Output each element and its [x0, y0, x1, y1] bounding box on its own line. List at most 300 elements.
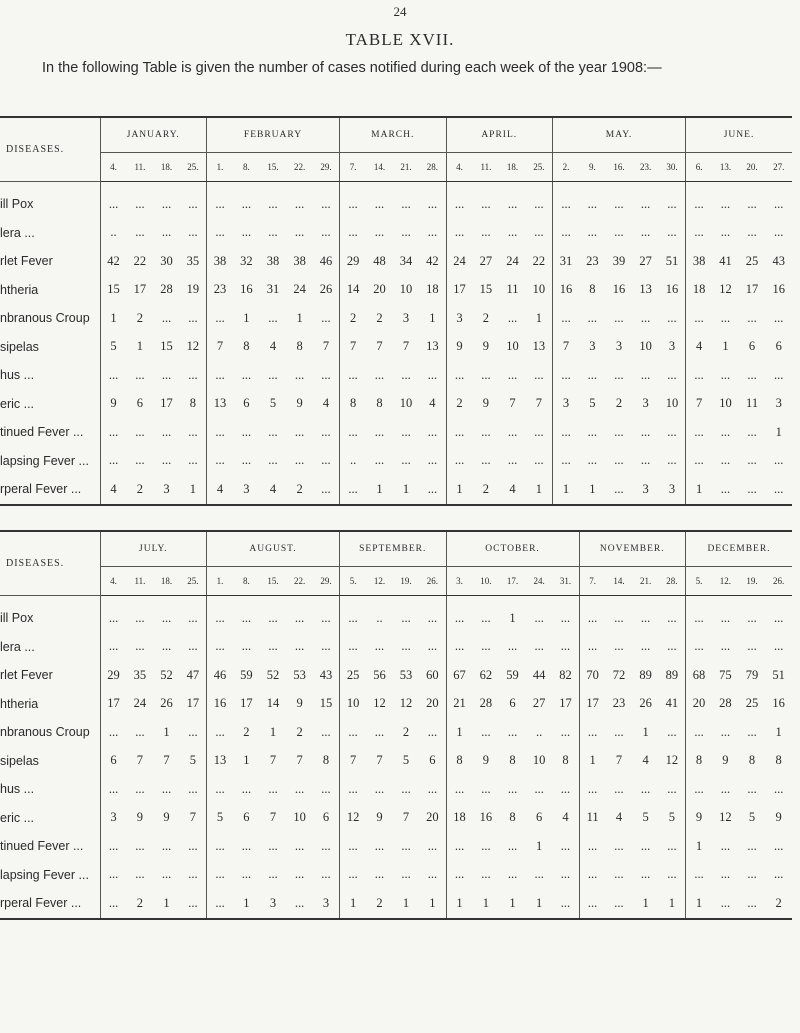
week-header: 11.: [473, 153, 500, 182]
cell-value: ...: [427, 639, 438, 654]
cell-value: ...: [667, 196, 677, 211]
week-header: 19.: [739, 567, 766, 596]
cell-value: 7: [163, 753, 170, 768]
intro-text: In the following Table is given the number of cases notified during each week of the year 1908:—: [42, 60, 662, 76]
cell-value: ...: [685, 718, 712, 747]
cell-value: 1: [536, 838, 543, 853]
cell-value: 2: [376, 895, 383, 910]
cell-value: ...: [374, 838, 385, 853]
cell-value: 17: [446, 276, 473, 305]
cell-value: ...: [161, 424, 172, 439]
cell-value: ...: [667, 367, 677, 382]
cell-value: ...: [747, 310, 757, 325]
cell-value: ...: [747, 196, 757, 211]
cell-value: ...: [340, 361, 367, 390]
cell-value: ...: [374, 367, 385, 382]
cell-value: 2: [296, 481, 303, 496]
cell-value: ...: [206, 182, 233, 219]
cell-value: ...: [560, 867, 571, 882]
cell-value: 6: [322, 810, 330, 825]
week-header: 5.: [685, 567, 712, 596]
cell-value: ...: [321, 838, 331, 853]
week-header: 2.: [552, 153, 579, 182]
table-january-june: [0, 116, 792, 506]
cell-value: ...: [481, 724, 491, 739]
cell-value: ...: [614, 895, 624, 910]
cell-value: ...: [100, 861, 127, 890]
cell-value: ...: [720, 895, 731, 910]
cell-value: ...: [294, 838, 305, 853]
cell-value: ...: [241, 838, 252, 853]
disease-name: sipelas: [0, 339, 39, 354]
cell-value: ...: [206, 361, 233, 390]
cell-value: ...: [100, 418, 127, 447]
cell-value: 5: [642, 810, 649, 825]
cell-value: 26: [639, 696, 652, 711]
cell-value: ...: [720, 424, 731, 439]
cell-value: ...: [747, 610, 757, 625]
cell-value: 8: [589, 282, 596, 297]
month-header: NOVEMBER.: [579, 531, 685, 567]
cell-value: ...: [446, 861, 473, 890]
cell-value: ...: [294, 367, 305, 382]
cell-value: ...: [206, 304, 233, 333]
disease-name: lapsing Fever ...: [0, 453, 89, 468]
cell-value: 13: [426, 339, 439, 354]
week-header: 28.: [419, 153, 446, 182]
cell-value: ...: [667, 838, 677, 853]
cell-value: 2: [136, 895, 144, 910]
cell-value: ...: [161, 639, 172, 654]
cell-value: ...: [100, 718, 127, 747]
cell-value: 9: [722, 753, 729, 768]
cell-value: 9: [100, 390, 127, 419]
cell-value: ...: [321, 310, 331, 325]
cell-value: ...: [427, 781, 438, 796]
cell-value: 8: [376, 396, 383, 411]
cell-value: 38: [293, 253, 306, 268]
week-header-row: [0, 567, 792, 596]
cell-value: 3: [446, 304, 473, 333]
cell-value: 12: [186, 339, 200, 354]
table-title: TABLE XVII.: [345, 30, 455, 49]
cell-value: ...: [667, 310, 677, 325]
cell-value: 1: [163, 724, 170, 739]
cell-value: ...: [427, 724, 438, 739]
cell-value: ...: [401, 610, 411, 625]
cell-value: 16: [665, 282, 679, 297]
cell-value: 1: [579, 747, 606, 776]
week-header: 14.: [366, 153, 393, 182]
cell-value: 79: [745, 667, 759, 682]
cell-value: ...: [206, 889, 233, 919]
cell-value: ...: [579, 596, 606, 633]
cell-value: ...: [340, 718, 367, 747]
cell-value: 9: [775, 810, 782, 825]
cell-value: 8: [509, 753, 516, 768]
cell-value: ...: [446, 596, 473, 633]
cell-value: ...: [268, 310, 278, 325]
cell-value: 8: [748, 753, 756, 768]
week-header: 18.: [499, 153, 526, 182]
cell-value: 8: [322, 753, 330, 768]
cell-value: 51: [665, 253, 679, 268]
cell-value: ...: [640, 310, 651, 325]
disease-name: lera ...: [0, 639, 35, 654]
cell-value: 34: [399, 253, 413, 268]
cell-value: ...: [686, 219, 713, 248]
cell-value: ...: [534, 367, 544, 382]
cell-value: ...: [446, 361, 473, 390]
cell-value: 8: [296, 339, 303, 354]
cell-value: ...: [161, 838, 172, 853]
cell-value: 1: [296, 310, 303, 325]
cell-value: ...: [241, 367, 252, 382]
cell-value: ...: [640, 867, 651, 882]
cell-value: ...: [667, 610, 677, 625]
week-header: 9.: [579, 153, 606, 182]
month-header-row: [0, 531, 792, 567]
table-row: [0, 418, 792, 447]
cell-value: ...: [268, 225, 278, 240]
cell-value: 1: [100, 304, 127, 333]
cell-value: 1: [243, 895, 250, 910]
cell-value: ...: [774, 310, 784, 325]
cell-value: 31: [266, 282, 280, 297]
cell-value: ...: [686, 361, 713, 390]
cell-value: 3: [269, 895, 277, 910]
cell-value: 5: [748, 810, 756, 825]
cell-value: 11: [506, 282, 519, 297]
cell-value: ...: [340, 475, 367, 505]
cell-value: ...: [241, 610, 252, 625]
cell-value: 1: [136, 339, 144, 354]
cell-value: ...: [446, 447, 473, 476]
cell-value: ...: [579, 775, 606, 804]
cell-value: 1: [243, 753, 250, 768]
week-header: 1.: [206, 153, 233, 182]
cell-value: 1: [686, 475, 713, 505]
table-row: [0, 804, 792, 833]
cell-value: 8: [340, 390, 367, 419]
cell-value: ...: [614, 481, 624, 496]
cell-value: ...: [294, 639, 305, 654]
cell-value: 10: [532, 753, 546, 768]
cell-value: 51: [772, 667, 785, 682]
cell-value: ...: [720, 453, 731, 468]
cell-value: 7: [340, 747, 367, 776]
cell-value: ...: [446, 182, 473, 219]
cell-value: 59: [240, 667, 253, 682]
table-row: [0, 390, 792, 419]
week-header: 29.: [313, 153, 340, 182]
cell-value: ...: [268, 781, 278, 796]
cell-value: ...: [100, 889, 127, 919]
cell-value: ...: [340, 596, 367, 633]
disease-name: rlet Fever: [0, 254, 53, 269]
cell-value: 2: [376, 310, 383, 325]
cell-value: ...: [667, 424, 677, 439]
cell-value: ...: [667, 781, 677, 796]
cell-value: ...: [294, 610, 305, 625]
cell-value: 4: [269, 481, 277, 496]
cell-value: ...: [747, 424, 757, 439]
cell-value: 72: [612, 667, 626, 682]
cell-value: ...: [552, 304, 579, 333]
cell-value: ...: [747, 895, 757, 910]
cell-value: ...: [552, 182, 579, 219]
cell-value: ...: [614, 225, 624, 240]
cell-value: ...: [401, 225, 411, 240]
week-header: 10.: [473, 567, 500, 596]
cell-value: 9: [163, 810, 170, 825]
cell-value: ...: [560, 781, 571, 796]
cell-value: ...: [206, 775, 233, 804]
cell-value: 18: [426, 282, 439, 297]
cell-value: ...: [507, 367, 518, 382]
cell-value: ...: [773, 867, 784, 882]
cell-value: 1: [775, 724, 782, 739]
cell-value: ..: [536, 724, 543, 739]
cell-value: ...: [667, 225, 677, 240]
diseases-header: DISEASES.: [0, 531, 100, 596]
week-header: 12.: [366, 567, 393, 596]
disease-name: htheria: [0, 696, 39, 711]
week-header: 26.: [419, 567, 446, 596]
cell-value: ...: [614, 781, 624, 796]
cell-value: ...: [640, 781, 651, 796]
month-header: JULY.: [100, 531, 206, 567]
cell-value: ...: [206, 219, 233, 248]
cell-value: 4: [269, 339, 277, 354]
table-row: [0, 304, 792, 333]
cell-value: 1: [446, 475, 473, 505]
cell-value: 17: [160, 396, 173, 411]
cell-value: ...: [720, 781, 731, 796]
cell-value: ...: [507, 724, 518, 739]
table-row: [0, 447, 792, 476]
diseases-header: DISEASES.: [0, 117, 100, 182]
table1-grid: [0, 116, 792, 506]
cell-value: 7: [509, 396, 516, 411]
disease-name: rlet Fever: [0, 668, 53, 683]
cell-value: 19: [186, 282, 200, 297]
cell-value: ...: [507, 639, 518, 654]
cell-value: ...: [321, 867, 331, 882]
cell-value: 5: [589, 396, 596, 411]
cell-value: 9: [136, 810, 144, 825]
disease-name: tinued Fever ...: [0, 425, 84, 440]
cell-value: 89: [639, 667, 652, 682]
cell-value: 7: [340, 333, 367, 362]
cell-value: 16: [479, 810, 493, 825]
cell-value: 7: [686, 390, 713, 419]
cell-value: 6: [429, 753, 436, 768]
cell-value: ...: [534, 225, 544, 240]
disease-name: hus ...: [0, 368, 35, 383]
cell-value: ...: [685, 596, 712, 633]
cell-value: ..: [100, 219, 127, 248]
disease-name: htheria: [0, 282, 39, 297]
cell-value: ...: [481, 225, 491, 240]
cell-value: ...: [321, 225, 331, 240]
cell-value: ...: [161, 781, 172, 796]
cell-value: 1: [685, 889, 712, 919]
week-header: 13.: [712, 153, 739, 182]
disease-name: rperal Fever ...: [0, 482, 82, 497]
cell-value: 17: [100, 690, 127, 719]
week-header: 22.: [286, 567, 313, 596]
cell-value: ...: [188, 196, 198, 211]
month-header: SEPTEMBER.: [340, 531, 446, 567]
cell-value: ...: [446, 418, 473, 447]
cell-value: ...: [534, 610, 544, 625]
month-header: OCTOBER.: [446, 531, 579, 567]
cell-value: 4: [322, 396, 330, 411]
cell-value: 38: [266, 253, 280, 268]
cell-value: ...: [427, 196, 438, 211]
cell-value: ..: [340, 447, 367, 476]
cell-value: 5: [668, 810, 676, 825]
cell-value: 24: [506, 253, 519, 268]
cell-value: 12: [719, 810, 732, 825]
cell-value: ...: [321, 724, 331, 739]
cell-value: ...: [161, 453, 172, 468]
disease-name: ill Pox: [0, 611, 34, 626]
cell-value: ...: [614, 724, 624, 739]
week-header: 4.: [446, 153, 473, 182]
week-header: 15.: [260, 153, 287, 182]
disease-name: nbranous Croup: [0, 725, 90, 740]
cell-value: 23: [586, 253, 599, 268]
cell-value: ...: [507, 867, 518, 882]
cell-value: 8: [446, 747, 473, 776]
cell-value: ...: [340, 219, 367, 248]
cell-value: ...: [188, 367, 198, 382]
cell-value: ...: [587, 196, 598, 211]
cell-value: 6: [509, 696, 516, 711]
cell-value: ...: [268, 367, 278, 382]
cell-value: ...: [640, 453, 651, 468]
cell-value: 2: [136, 310, 144, 325]
cell-value: ...: [100, 182, 127, 219]
week-header: 29.: [313, 567, 340, 596]
cell-value: ...: [427, 867, 438, 882]
cell-value: ...: [667, 867, 677, 882]
cell-value: ...: [552, 447, 579, 476]
cell-value: ...: [481, 424, 491, 439]
cell-value: ...: [579, 832, 606, 861]
cell-value: 4: [206, 475, 233, 505]
cell-value: 43: [319, 667, 333, 682]
cell-value: 9: [296, 396, 303, 411]
month-header: DECEMBER.: [685, 531, 792, 567]
cell-value: 22: [133, 253, 147, 268]
cell-value: 16: [772, 282, 785, 297]
cell-value: 5: [206, 804, 233, 833]
cell-value: 4: [615, 810, 623, 825]
cell-value: 1: [376, 481, 383, 496]
cell-value: ...: [161, 310, 172, 325]
cell-value: 39: [612, 253, 626, 268]
cell-value: ...: [686, 447, 713, 476]
cell-value: 52: [160, 667, 173, 682]
cell-value: 1: [642, 724, 649, 739]
cell-value: 24: [293, 282, 306, 297]
cell-value: ...: [560, 639, 571, 654]
cell-value: ...: [135, 838, 145, 853]
cell-value: ...: [507, 196, 518, 211]
cell-value: ...: [552, 418, 579, 447]
cell-value: 16: [240, 282, 253, 297]
cell-value: 5: [402, 753, 410, 768]
table-row: [0, 219, 792, 248]
cell-value: ...: [587, 310, 598, 325]
cell-value: 35: [186, 253, 200, 268]
cell-value: ...: [188, 895, 198, 910]
cell-value: ...: [374, 867, 385, 882]
cell-value: 4: [686, 333, 713, 362]
cell-value: 4: [562, 810, 569, 825]
cell-value: ...: [686, 418, 713, 447]
cell-value: ...: [534, 196, 544, 211]
cell-value: ...: [534, 639, 544, 654]
table-row: [0, 718, 792, 747]
cell-value: 3: [668, 339, 676, 354]
cell-value: ...: [427, 424, 438, 439]
cell-value: 1: [402, 481, 410, 496]
cell-value: 1: [446, 718, 473, 747]
table-row: [0, 832, 792, 861]
table-row: [0, 333, 792, 362]
cell-value: 5: [269, 396, 277, 411]
cell-value: ...: [401, 453, 411, 468]
cell-value: 9: [482, 339, 490, 354]
cell-value: 41: [665, 696, 679, 711]
table-row: [0, 775, 792, 804]
cell-value: ...: [614, 310, 624, 325]
cell-value: 7: [402, 810, 410, 825]
cell-value: ...: [747, 724, 757, 739]
cell-value: ...: [507, 424, 518, 439]
cell-value: 1: [642, 895, 649, 910]
cell-value: ...: [374, 196, 385, 211]
cell-value: 7: [269, 753, 277, 768]
cell-value: ...: [587, 225, 598, 240]
cell-value: ...: [747, 481, 757, 496]
cell-value: 1: [536, 895, 543, 910]
table-row: [0, 247, 792, 276]
table-row: [0, 690, 792, 719]
cell-value: ...: [135, 424, 145, 439]
cell-value: 44: [532, 667, 546, 682]
cell-value: 3: [100, 804, 127, 833]
cell-value: ...: [552, 219, 579, 248]
cell-value: 1: [340, 889, 367, 919]
week-header: 7.: [340, 153, 367, 182]
cell-value: ...: [774, 196, 784, 211]
cell-value: 43: [772, 253, 785, 268]
disease-name: eric ...: [0, 396, 35, 411]
cell-value: ...: [446, 775, 473, 804]
cell-value: ...: [268, 838, 278, 853]
cell-value: ...: [401, 196, 411, 211]
cell-value: ...: [206, 832, 233, 861]
cell-value: 2: [482, 310, 490, 325]
cell-value: ...: [161, 367, 172, 382]
cell-value: ...: [135, 639, 145, 654]
cell-value: ...: [427, 225, 438, 240]
